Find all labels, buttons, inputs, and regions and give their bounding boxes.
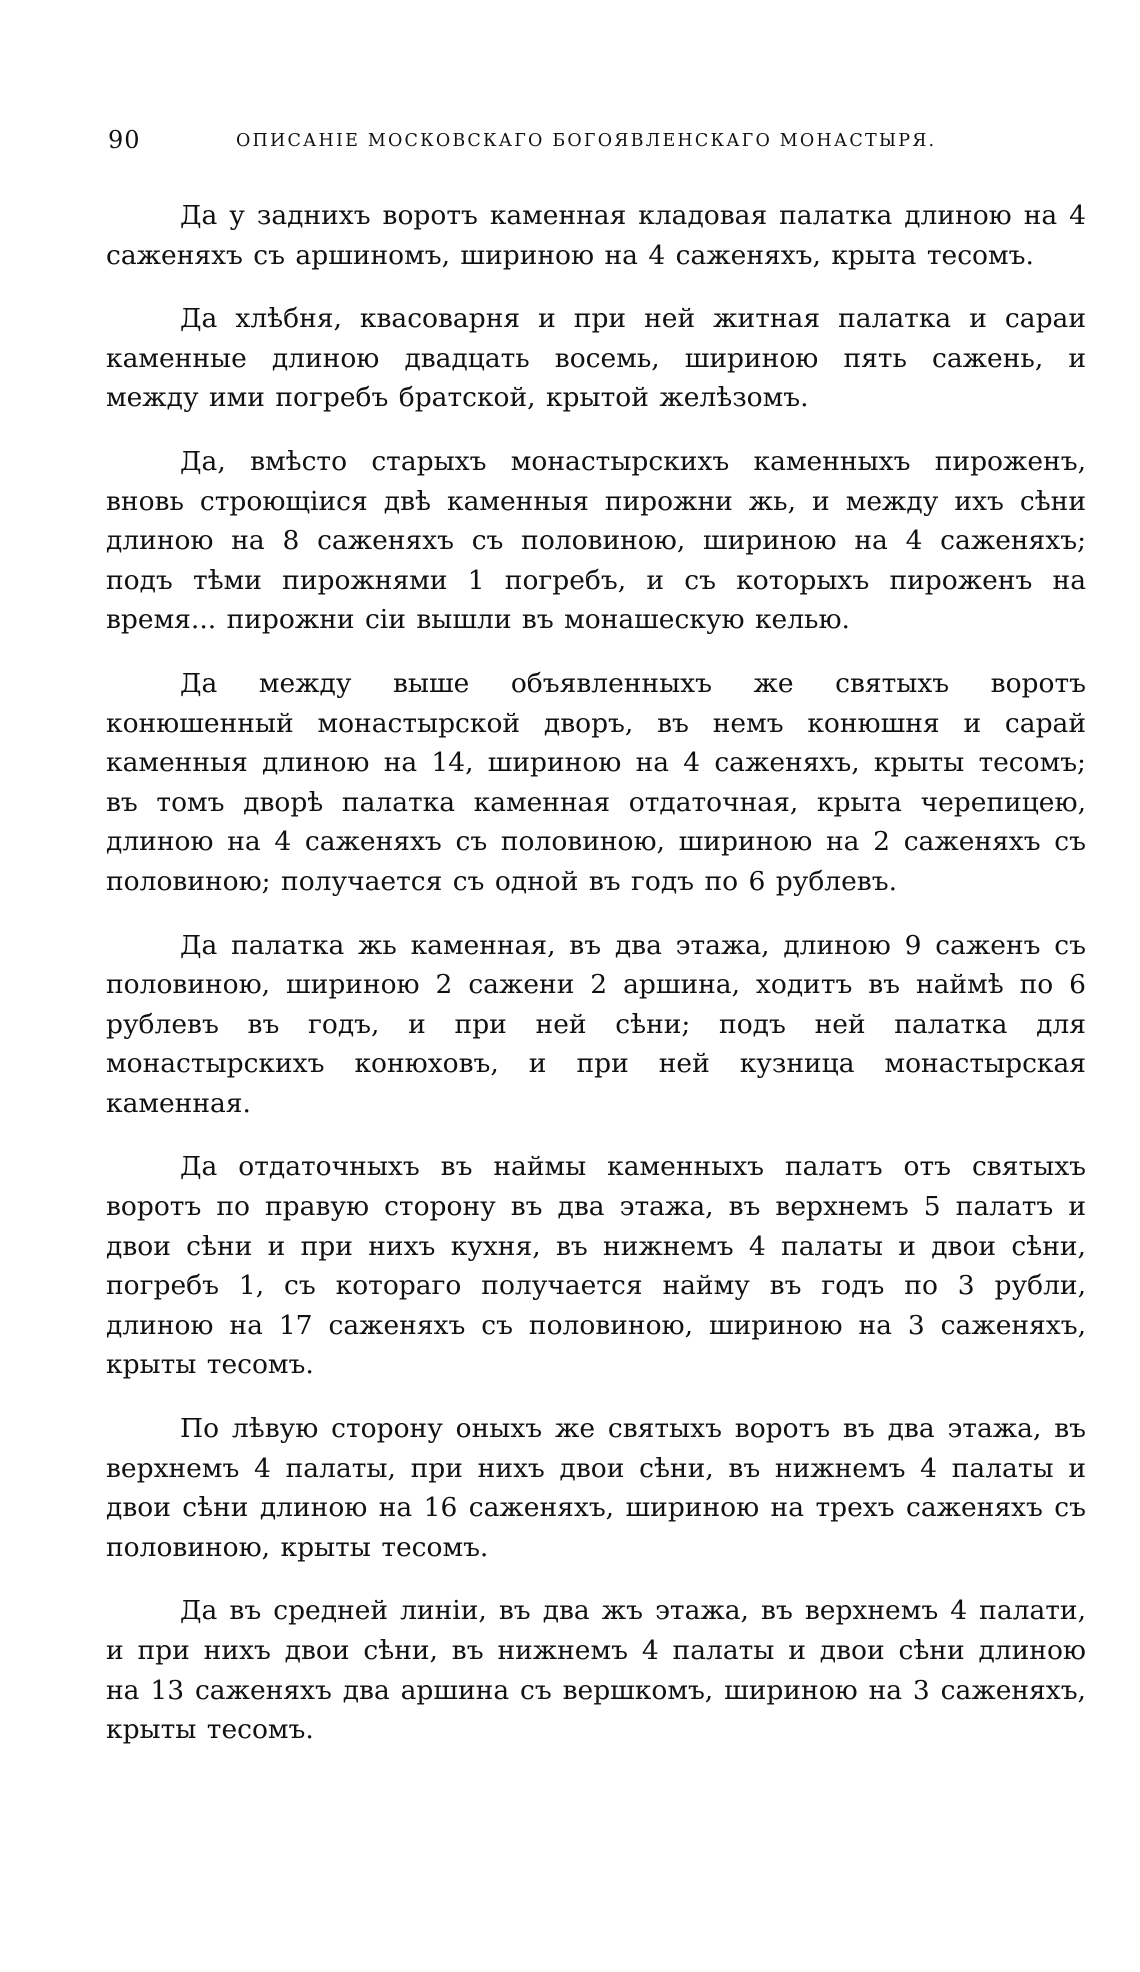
page-header [108,126,1066,166]
running-head: ОПИСАНІЕ МОСКОВСКАГО БОГОЯВЛЕНСКАГО МОНАСТЫРЯ. [236,131,937,151]
paragraph: Да, вмѣсто старыхъ монастырскихъ каменныхъ пироженъ, вновь строющіися двѣ каменныя пирожни жь, и между ихъ сѣни длиною на 8 саженяхъ съ половиною, шириною на 4 саженяхъ; подъ тѣми пирожнями 1 погребъ, и съ которыхъ пироженъ на время... пирожни сіи вышли въ монашескую келью. [106,445,1086,636]
paragraph: Да палатка жь каменная, въ два этажа, длиною 9 саженъ съ половиною, шириною 2 сажени 2 аршина, ходитъ въ наймѣ по 6 рублевъ въ годъ, и при ней сѣни; подъ ней палатка для монастырскихъ конюховъ, и при ней кузница монастырская каменная. [106,929,1086,1119]
page-number: 90 [108,126,141,154]
paragraph: Да между выше объявленныхъ же святыхъ воротъ конюшенный монастырской дворъ, въ немъ конюшня и сарай каменныя длиною на 14, шириною на 4 саженяхъ, крыты тесомъ; въ томъ дворѣ палатка каменная отдаточная, крыта черепицею, длиною на 4 саженяхъ съ половиною, шириною на 2 саженяхъ съ половиною; получается съ одной въ годъ по 6 рублевъ. [106,667,1086,897]
paragraph: Да въ средней линіи, въ два жъ этажа, въ верхнемъ 4 палати, и при нихъ двои сѣни, въ нижнемъ 4 палаты и двои сѣни длиною на 13 саженяхъ два аршина съ вершкомъ, шириною на 3 саженяхъ, крыты тесомъ. [106,1595,1086,1746]
paragraph: Да у заднихъ воротъ каменная кладовая палатка длиною на 4 саженяхъ съ аршиномъ, шириною на 4 саженяхъ, крыта тесомъ. [106,200,1086,271]
body-text [106,196,1086,1774]
paragraph: Да отдаточныхъ въ наймы каменныхъ палатъ отъ святыхъ воротъ по правую сторону въ два этажа, въ верхнемъ 5 палатъ и двои сѣни и при нихъ кухня, въ нижнемъ 4 палаты и двои сѣни, погребъ 1, съ котораго получается найму въ годъ по 3 рубли, длиною на 17 саженяхъ съ половиною, шириною на 3 саженяхъ, крыты тесомъ. [106,1151,1086,1381]
paragraph: Да хлѣбня, квасоварня и при ней житная палатка и сараи каменные длиною двадцать восемь, шириною пять сажень, и между ими погребъ братской, крытой желѣзомъ. [106,303,1086,414]
paragraph: По лѣвую сторону оныхъ же святыхъ воротъ въ два этажа, въ верхнемъ 4 палаты, при нихъ двои сѣни, въ нижнемъ 4 палаты и двои сѣни длиною на 16 саженяхъ, шириною на трехъ саженяхъ съ половиною, крыты тесомъ. [106,1413,1086,1563]
